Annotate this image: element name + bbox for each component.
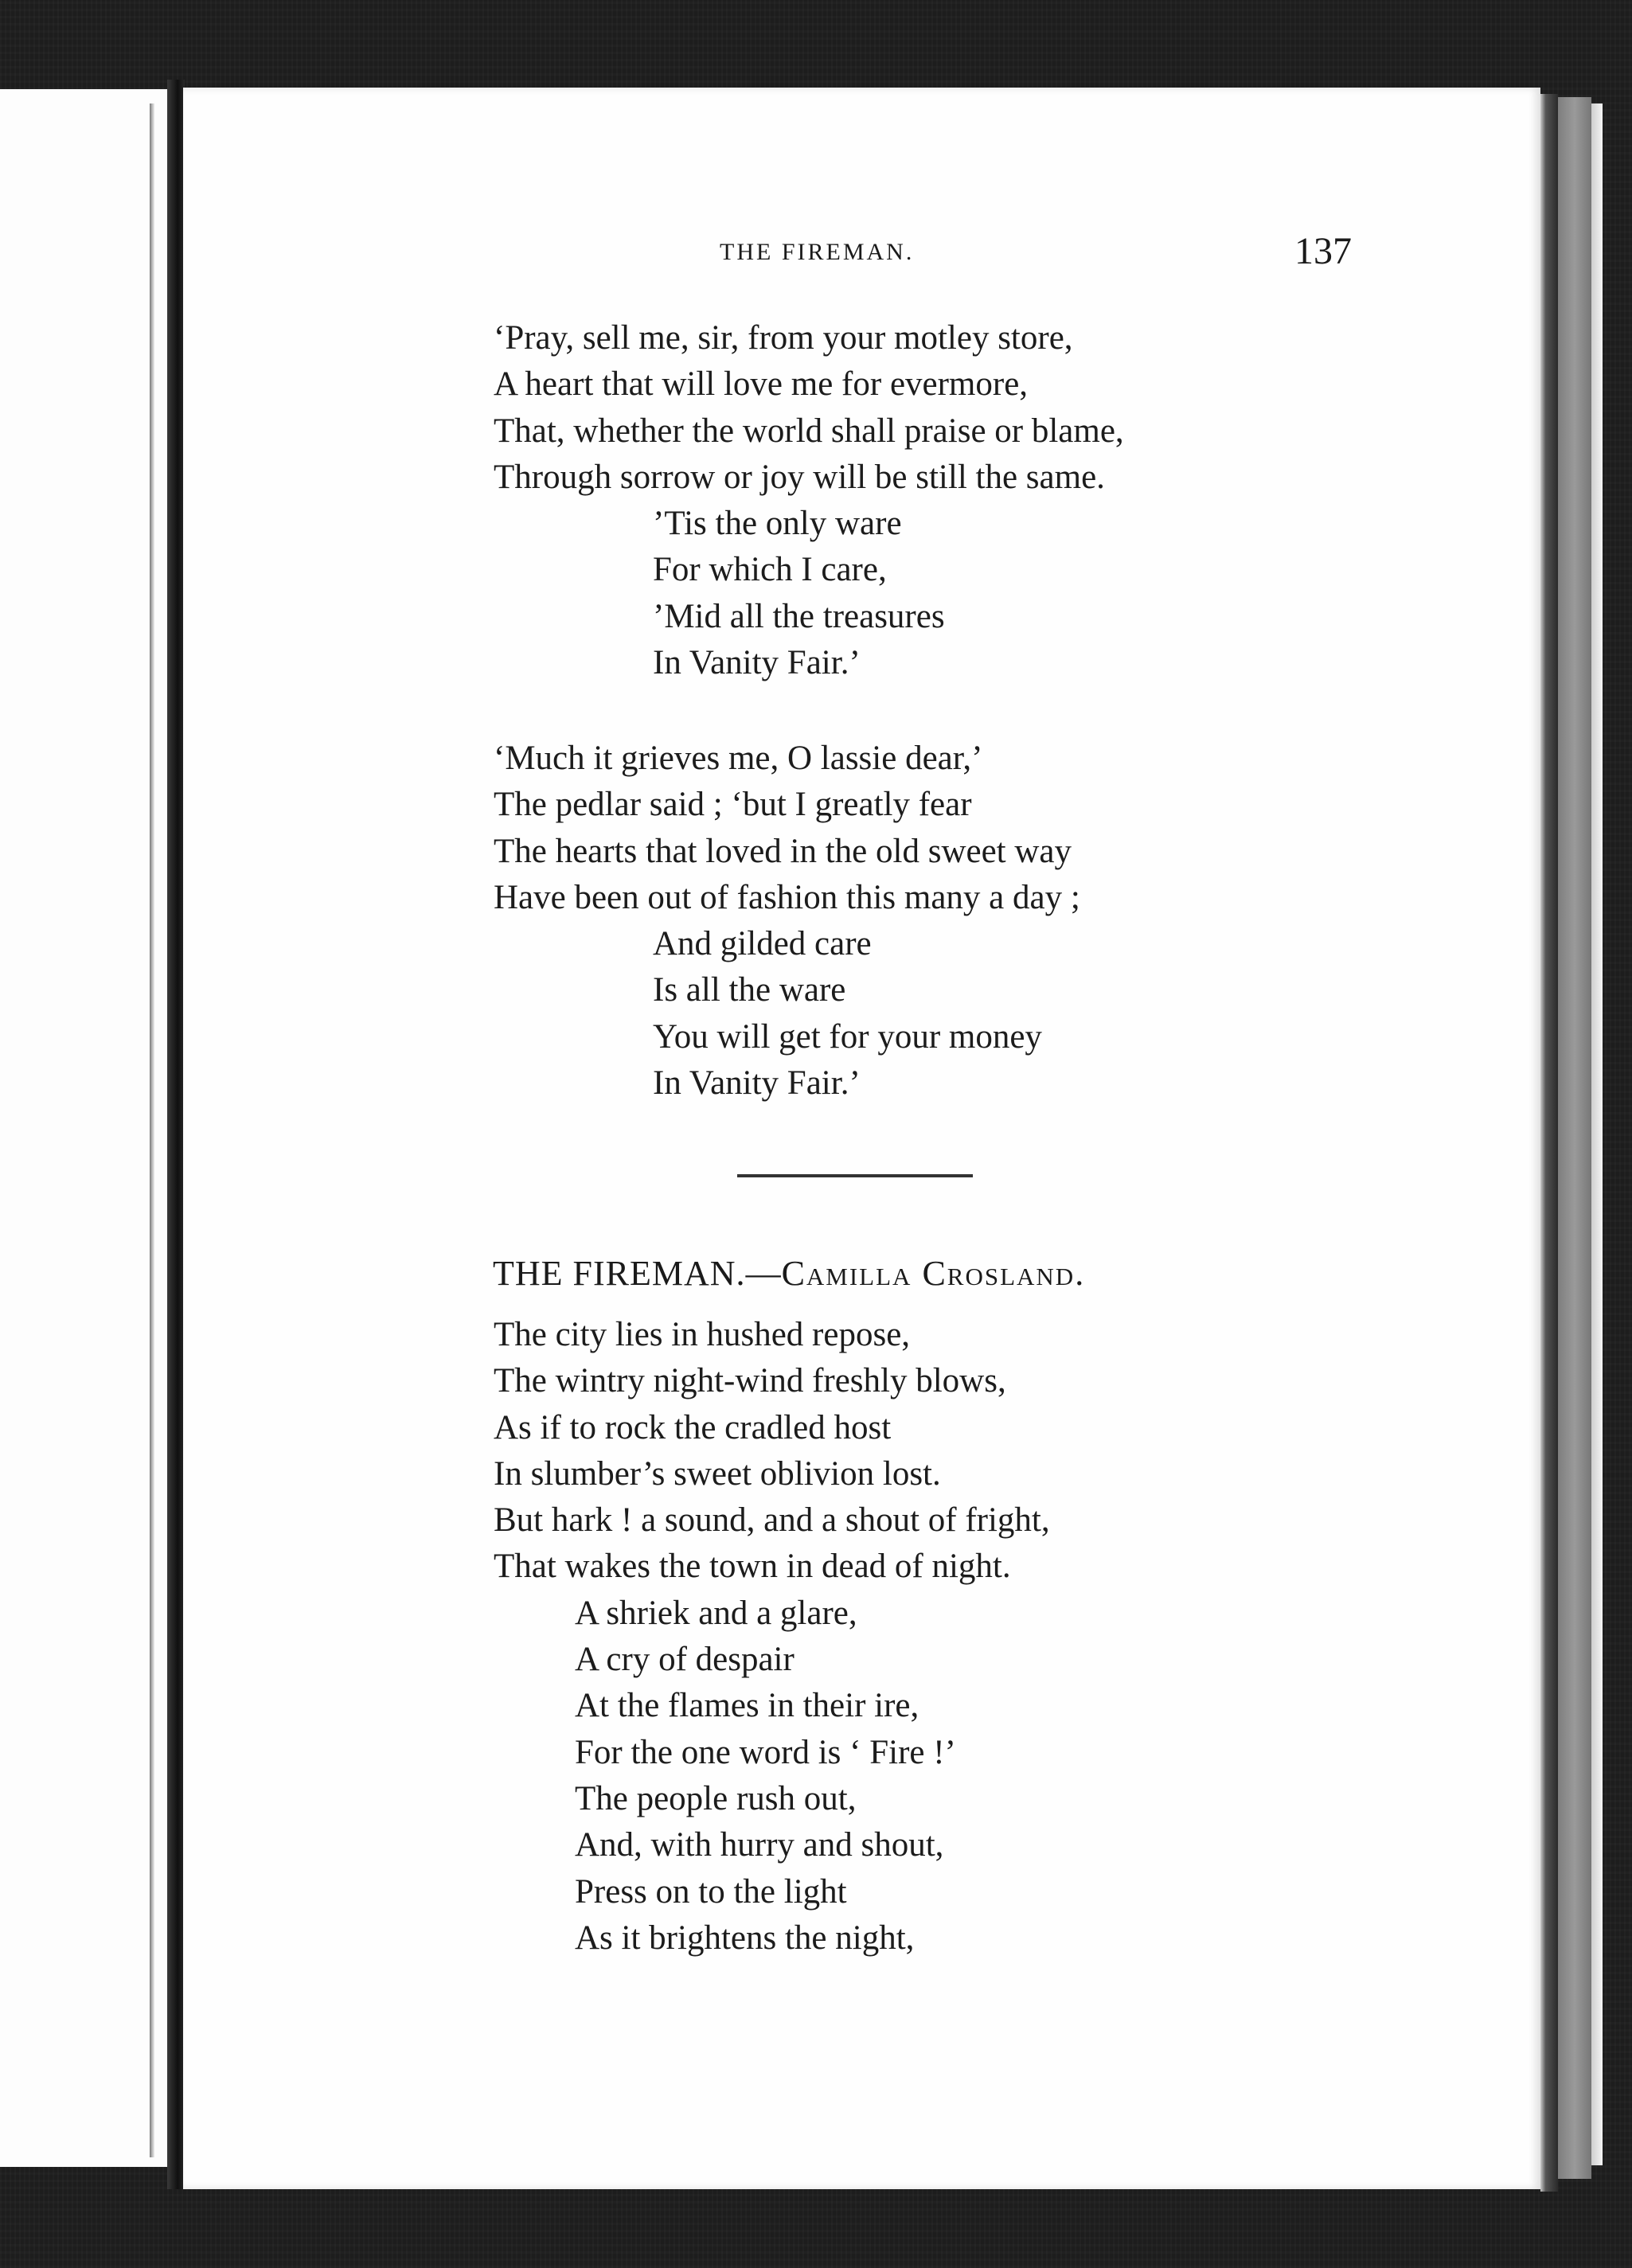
page-stack-highlight [1591,103,1603,2165]
verse-line: The pedlar said ; ‘but I greatly fear [494,786,972,824]
page-stack-edge [1558,97,1591,2179]
facing-page-edge [0,89,167,2167]
verse-line-indented: And gilded care [653,925,872,963]
verse-line-indented: For the one word is ‘ Fire !’ [575,1733,956,1771]
verse-line: But hark ! a sound, and a shout of fright, [494,1501,1050,1540]
verse-line-indented: Is all the ware [653,971,846,1009]
verse-line-indented: In Vanity Fair.’ [653,1064,861,1103]
verse-line-indented: In Vanity Fair.’ [653,644,861,682]
verse-line: As if to rock the cradled host [494,1408,892,1446]
poem-author: Camilla Crosland. [781,1254,1086,1293]
facing-page-shadow [150,103,154,2157]
verse-line: That, whether the world shall praise or blame, [494,412,1124,450]
stanza-pedlar-reply [494,736,1080,1107]
verse-line: A heart that will love me for evermore, [494,365,1029,404]
verse-line-indented: For which I care, [653,551,887,589]
verse-line: The hearts that loved in the old sweet way [494,832,1072,870]
stanza-fireman [494,1312,1050,1962]
page-number: 137 [1294,230,1352,272]
book-gutter [167,80,185,2189]
title-dash: — [745,1254,782,1293]
verse-line-indented: Press on to the light [575,1872,847,1911]
running-head: THE FIREMAN. [720,239,915,265]
verse-line: Through sorrow or joy will be still the same. [494,458,1105,496]
verse-line: That wakes the town in dead of night. [494,1548,1011,1586]
verse-line-indented: The people rush out, [575,1779,857,1817]
verse-line-indented: ’Mid all the treasures [653,597,945,635]
verse-line-indented: As it brightens the night, [575,1919,915,1957]
poem-title-text: THE FIREMAN. [493,1254,746,1293]
verse-line-indented: You will get for your money [653,1017,1042,1056]
poem-title [493,1253,1085,1294]
verse-line-indented: A shriek and a glare, [575,1594,857,1632]
verse-line-indented: And, with hurry and shout, [575,1826,944,1864]
verse-line: Have been out of fashion this many a day ; [494,878,1080,916]
stanza-pedlar-request [494,315,1124,686]
section-divider [737,1174,973,1177]
verse-line: In slumber’s sweet oblivion lost. [494,1454,941,1493]
verse-line: The wintry night-wind freshly blows, [494,1362,1006,1400]
verse-line: The city lies in hushed repose, [494,1316,911,1353]
page-edge-shadow [1540,94,1558,2192]
verse-line-indented: A cry of despair [575,1641,795,1679]
verse-line-indented: ’Tis the only ware [653,505,902,543]
verse-line: ‘Much it grieves me, O lassie dear,’ [494,740,983,777]
verse-line: ‘Pray, sell me, sir, from your motley store, [494,319,1073,357]
verse-line-indented: At the flames in their ire, [575,1687,919,1725]
